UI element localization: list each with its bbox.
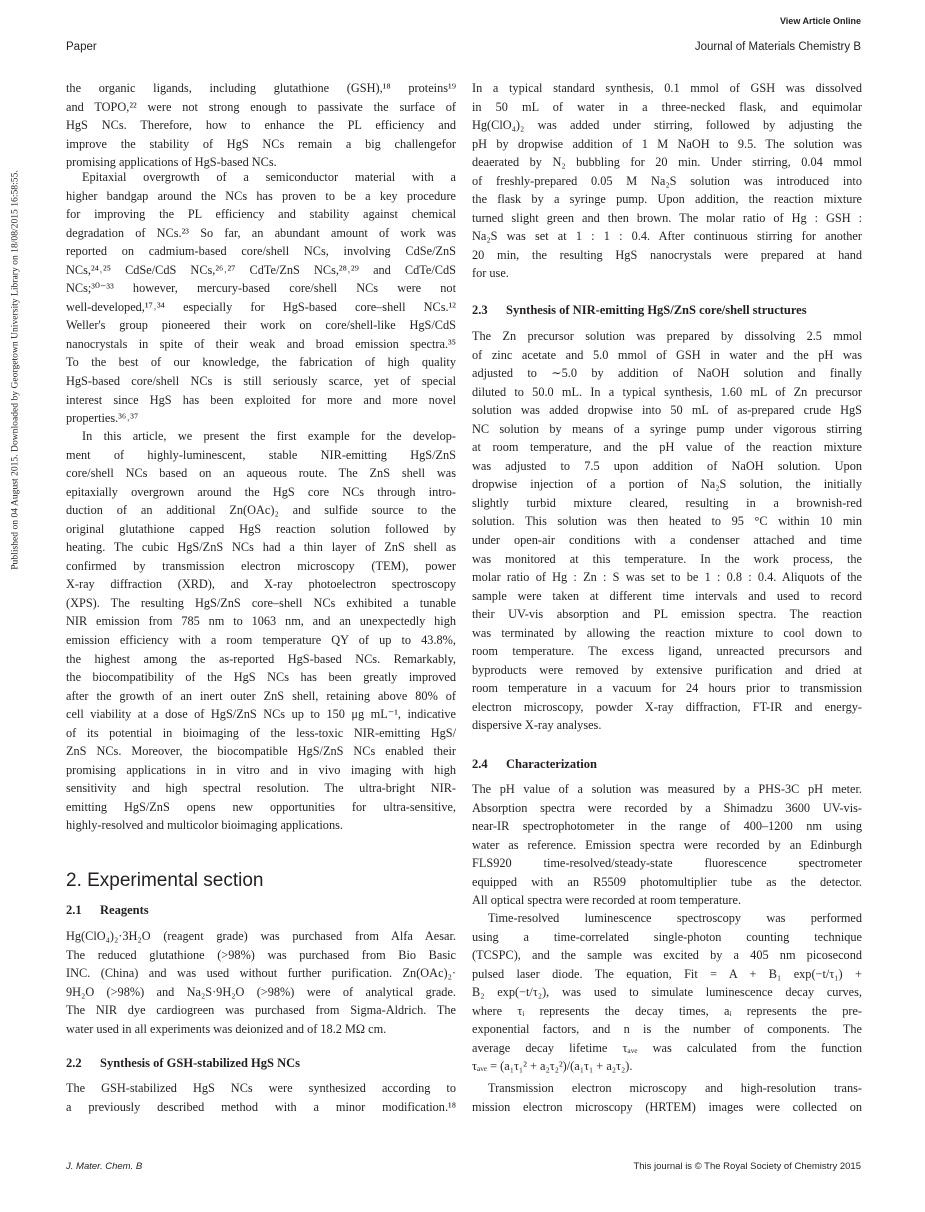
- text-line: NCs;³⁰⁻³³ however, mercury-based core/shell NCs were not: [66, 281, 456, 296]
- text-line: electron microscopy, powder X-ray diffraction, FT-IR and energy-: [472, 699, 862, 714]
- text-line: dropwise injection of a portion of Na₂S solution, the initially: [472, 477, 862, 492]
- text-line: pulsed laser diode. The equation, Fit = A + B₁ exp(−t/τ₁) +: [472, 966, 862, 981]
- text-line: for use.: [472, 266, 509, 281]
- text-line: byproducts were removed by extensive purification and dried at: [472, 662, 862, 677]
- text-line: core/shell NCs based on an aqueous route. The ZnS shell was: [66, 466, 456, 481]
- text-line: interest since HgS has been exploited for more and more novel: [66, 392, 456, 407]
- text-line: The pH value of a solution was measured by a PHS-3C pH meter.: [472, 782, 862, 796]
- paragraph: [472, 909, 862, 1076]
- text-line: improve the stability of HgS NCs remain a big challengefor: [66, 136, 456, 151]
- text-line: confirmed by transmission electron microscopy (TEM), power: [66, 558, 456, 573]
- text-line: of its potential in bioimaging of the less-toxic NIR-emitting HgS/: [66, 725, 456, 740]
- text-line: In a typical standard synthesis, 0.1 mmol of GSH was dissolved: [472, 81, 862, 95]
- text-line: epitaxially overgrown around the HgS core NCs through intro-: [66, 484, 456, 499]
- subsection-heading: [66, 901, 456, 919]
- text-line: emission efficiency with a room temperature QY of up to 43.8%,: [66, 633, 456, 648]
- subsection-number: 2.1: [66, 903, 82, 917]
- text-line: (XPS). The resulting HgS/ZnS core–shell NCs exhibited a tunable: [66, 595, 456, 610]
- text-line: HgS-based core/shell NCs is still seriously scarce, yet of special: [66, 374, 456, 389]
- text-line: To the best of our knowledge, the fabrication of high quality: [66, 355, 456, 370]
- text-line: Weller's group pioneered their work on core/shell-like HgS/CdS: [66, 318, 456, 333]
- text-line: Absorption spectra were recorded by a Shimadzu 3600 UV-vis-: [472, 800, 862, 815]
- text-line: X-ray diffraction (XRD), and X-ray photoelectron spectroscopy: [66, 577, 456, 592]
- text-line: B₂ exp(−t/τ₂), was used to simulate luminescence decay curves,: [472, 985, 862, 1000]
- article-type: Paper: [66, 41, 97, 53]
- subsection-heading: [472, 755, 862, 773]
- text-line: in 50 mL of water in a three-necked flask, and equimolar: [472, 99, 862, 114]
- text-line: well-developed,¹⁷˒³⁴ especially for HgS-based core–shell NCs.¹²: [66, 299, 456, 314]
- text-line: mission electron microscopy (HRTEM) images were collected on: [472, 1099, 862, 1114]
- text-line: The Zn precursor solution was prepared by dissolving 2.5 mmol: [472, 329, 862, 343]
- paragraph: [472, 1079, 862, 1116]
- text-line: at room temperature, and the pH value of the reaction mixture: [472, 440, 862, 455]
- text-line: Na₂S was set at 1 : 1 : 0.4. After continuous stirring for another: [472, 229, 862, 244]
- text-line: promising applications of HgS-based NCs.: [66, 155, 277, 170]
- paragraph: [472, 79, 862, 283]
- text-line: sample were taken at different time intervals and used to record: [472, 588, 862, 603]
- text-line: degradation of NCs.²³ So far, an abundant amount of work was: [66, 225, 456, 240]
- text-line: NCs,²⁴˒²⁵ CdSe/CdS NCs,²⁶˒²⁷ CdTe/ZnS NCs,²⁸˒²⁹ and CdTe/CdS: [66, 262, 456, 277]
- text-line: adjusted to ∼5.0 by addition of NaOH solution and finally: [472, 366, 862, 381]
- text-line: 20 min, the resulting HgS nanocrystals were prepared at hand: [472, 247, 862, 262]
- text-line: (TCSPC), and the sample was excited by a 405 nm picosecond: [472, 948, 862, 963]
- subsection-title: Reagents: [100, 903, 149, 917]
- subsection-heading: [66, 1054, 456, 1072]
- text-line: slightly turbid mixture cleared, resulting in a brownish-red: [472, 495, 862, 510]
- text-line: water used in all experiments was deionized and of 18.2 MΩ cm.: [66, 1021, 387, 1036]
- text-line: the highest among the as-reported HgS-based NCs. Remarkably,: [66, 651, 456, 666]
- subsection-number: 2.3: [472, 303, 488, 317]
- text-line: Time-resolved luminescence spectroscopy was performed: [488, 911, 862, 925]
- text-line: Epitaxial overgrowth of a semiconductor material with a: [82, 170, 456, 184]
- text-line: The GSH-stabilized HgS NCs were synthesized according to: [66, 1081, 456, 1095]
- text-line: solution was added dropwise into 50 mL of as-prepared crude HgS: [472, 403, 862, 418]
- text-line: heating. The cubic HgS/ZnS NCs had a thin layer of ZnS shell as: [66, 540, 456, 555]
- text-line: and TOPO,²² were not strong enough to passivate the surface of: [66, 99, 456, 114]
- text-line: 9H₂O (>98%) and Na₂S·9H₂O (>98%) were of analytical grade.: [66, 984, 456, 999]
- text-line: highly-resolved and multicolor bioimaging applications.: [66, 818, 343, 833]
- text-line: a previously described method with a minor modification.¹⁸: [66, 1099, 456, 1114]
- text-line: dispersive X-ray analyses.: [472, 718, 602, 733]
- text-line: where τᵢ represents the decay times, aᵢ represents the pre-: [472, 1003, 862, 1018]
- text-line: for improving the PL efficiency and stability against chemical: [66, 207, 456, 222]
- text-line: the biocompatibility of the HgS NCs has been greatly improved: [66, 670, 456, 685]
- text-line: pH by dropwise addition of 1 M NaOH to 9.5. The solution was: [472, 136, 862, 151]
- text-line: water as reference. Emission spectra were recorded by an Edinburgh: [472, 837, 862, 852]
- text-line: Hg(ClO₄)₂·3H₂O (reagent grade) was purchased from Alfa Aesar.: [66, 929, 456, 943]
- text-line: their UV-vis absorption and PL emission spectra. The reaction: [472, 607, 862, 622]
- text-line: diluted to 50.0 mL. In a typical synthesis, 1.60 mL of Zn precursor: [472, 384, 862, 399]
- text-line: duction of an additional Zn(OAc)₂ and sulfide source to the: [66, 503, 456, 518]
- paragraph: [66, 927, 456, 1038]
- view-article-online-link[interactable]: View Article Online: [779, 16, 861, 26]
- paragraph: [66, 79, 456, 172]
- text-line: was terminated by allowing the reaction mixture to cool down to: [472, 625, 862, 640]
- text-line: Hg(ClO₄)₂ was added under stirring, followed by adjusting the: [472, 118, 862, 133]
- text-line: ZnS NCs. Moreover, the biocompatible HgS/ZnS NCs enabled their: [66, 744, 456, 759]
- text-line: reported on cadmium-based core/shell NCs, involving CdSe/ZnS: [66, 244, 456, 259]
- text-line: properties.³⁶˒³⁷: [66, 411, 139, 426]
- text-line: original glutathione capped HgS reaction solution followed by: [66, 521, 456, 536]
- text-line: the flask by a syringe pump. Upon addition, the reaction mixture: [472, 192, 862, 207]
- text-line: In this article, we present the first example for the develop-: [82, 429, 456, 443]
- text-line: INC. (China) and was used without further purification. Zn(OAc)₂·: [66, 966, 456, 981]
- paragraph: [66, 1079, 456, 1116]
- text-line: room temperature. The excess ligand, unreacted precursors and: [472, 644, 862, 659]
- text-line: under open-air conditions with a condenser attached and time: [472, 533, 862, 548]
- section-heading: [66, 869, 456, 893]
- subsection-title: Characterization: [506, 757, 597, 771]
- text-line: NIR emission from 785 nm to 1063 nm, and an unexpectedly high: [66, 614, 456, 629]
- text-line: All optical spectra were recorded at room temperature.: [472, 893, 742, 908]
- footer-journal-abbrev: J. Mater. Chem. B: [66, 1161, 143, 1172]
- subsection-number: 2.4: [472, 757, 488, 771]
- text-line: cell viability at a dose of HgS/ZnS NCs up to 150 μg mL⁻¹, indicative: [66, 707, 456, 722]
- text-line: room temperature in a vacuum for 24 hours prior to transmission: [472, 681, 862, 696]
- subsection-title: Synthesis of GSH-stabilized HgS NCs: [100, 1056, 301, 1070]
- paragraph: [66, 427, 456, 835]
- text-line: using a time-correlated single-photon counting technique: [472, 929, 862, 944]
- text-line: NC solution by means of a syringe pump under vigorous stirring: [472, 421, 862, 436]
- text-line: ment of highly-luminescent, stable NIR-emitting HgS/ZnS: [66, 447, 456, 462]
- text-line: HgS NCs. Therefore, how to enhance the PL efficiency and: [66, 118, 456, 133]
- footer-copyright: This journal is © The Royal Society of Chemistry 2015: [633, 1161, 861, 1172]
- subsection-title: Synthesis of NIR-emitting HgS/ZnS core/shell structures: [506, 303, 807, 317]
- download-note-text: Published on 04 August 2015. Downloaded by Georgetown University Library on 18/08/2015 16:58:55.: [9, 170, 21, 570]
- text-line: emitting HgS/ZnS opens new opportunities for ultra-sensitive,: [66, 799, 456, 814]
- text-line: near-IR spectrophotometer in the range of 400–1200 nm using: [472, 819, 862, 834]
- text-line: of freshly-prepared 0.05 M Na₂S solution was introduced into: [472, 173, 862, 188]
- paragraph: [472, 780, 862, 910]
- text-line: nanocrystals in spite of their weak and broad emission spectra.³⁵: [66, 336, 456, 351]
- text-line: of zinc acetate and 5.0 mmol of GSH in water and the pH was: [472, 347, 862, 362]
- text-line: The NIR dye cardiogreen was purchased from Sigma-Aldrich. The: [66, 1003, 456, 1018]
- paragraph: [66, 168, 456, 428]
- journal-name: Journal of Materials Chemistry B: [694, 41, 861, 53]
- text-line: was monitored at this temperature. In the work process, the: [472, 551, 862, 566]
- text-line: higher bandgap around the NCs has proven to be a key procedure: [66, 188, 456, 203]
- text-line: exponential factors, and n is the number of components. The: [472, 1022, 862, 1037]
- text-line: Transmission electron microscopy and high-resolution trans-: [488, 1081, 862, 1095]
- text-line: sensitivity and high spectral resolution. The ultra-bright NIR-: [66, 781, 456, 796]
- paragraph: [472, 327, 862, 735]
- text-line: was adjusted to 7.5 upon addition of NaOH solution. Upon: [472, 458, 862, 473]
- text-line: τₐᵥₑ = (a₁τ₁² + a₂τ₂²)/(a₁τ₁ + a₂τ₂).: [472, 1059, 633, 1074]
- text-line: average decay lifetime τₐᵥₑ was calculated from the function: [472, 1040, 862, 1055]
- subsection-number: 2.2: [66, 1056, 82, 1070]
- text-line: solution. This solution was then heated to 95 °C within 10 min: [472, 514, 862, 529]
- text-line: after the growth of an inert outer ZnS shell, retaining above 80% of: [66, 688, 456, 703]
- section-heading-text: 2. Experimental section: [66, 870, 264, 891]
- text-line: FLS920 time-resolved/steady-state fluorescence spectrometer: [472, 856, 862, 871]
- subsection-heading: [472, 301, 862, 319]
- text-line: turned slight green and then brown. The molar ratio of Hg : GSH :: [472, 210, 862, 225]
- text-line: equipped with an R5509 photomultiplier tube as the detector.: [472, 874, 862, 889]
- text-line: molar ratio of Hg : Zn : S was set to be 1 : 0.8 : 0.4. Aliquots of the: [472, 570, 862, 585]
- text-line: deaerated by N₂ bubbling for 20 min. Under stirring, 0.04 mmol: [472, 155, 862, 170]
- text-line: The reduced glutathione (>98%) was purchased from Bio Basic: [66, 947, 456, 962]
- text-line: the organic ligands, including glutathione (GSH),¹⁸ proteins¹⁹: [66, 81, 456, 95]
- text-line: promising applications in in vitro and in vivo imaging with high: [66, 762, 456, 777]
